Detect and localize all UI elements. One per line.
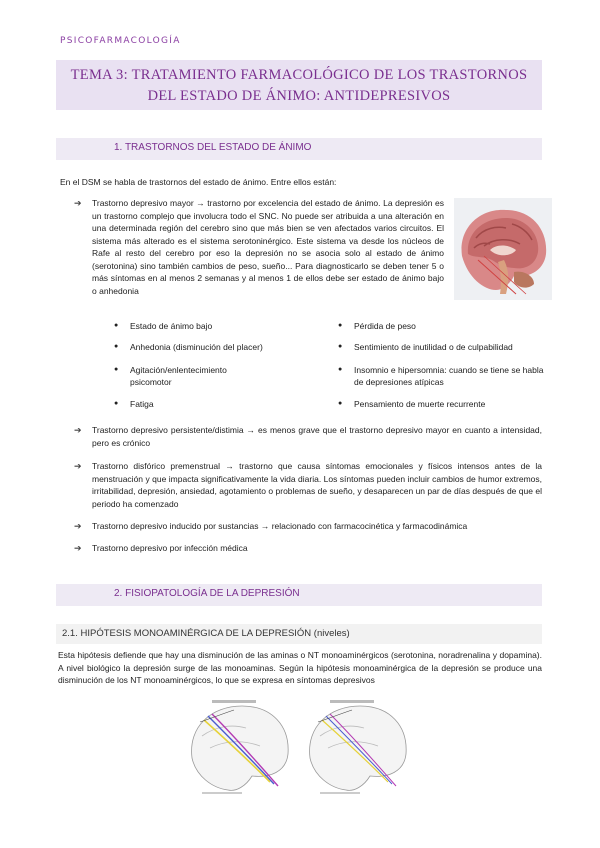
bullet-dot-icon: ●: [114, 366, 119, 373]
bullet-dot-icon: ●: [114, 400, 119, 407]
list-item-depresivo-mayor: Trastorno depresivo mayor → trastorno por excelencia del estado de ánimo. La depresión es un trastorno complejo que involucra todo el SNC. No puede ser atribuida a una alteración en una determinada región del cerebro sino que más bien se ven afectados varios circuitos. El sistema más alterado es el sistema serotoninérgico. Este sistema va desde los núcleos de Rafe al resto del cerebro por eso la depresión no se asocia solo al estado de ánimo (serotonina) sino también cambios de peso, sueño... Para diagnosticarlo se deben tener 5 o más síntomas en al menos 2 semanas y al menos 1 de ellos debe ser estado de ánimo bajo o anhedonia: [92, 198, 444, 296]
brain-pathway-figure-left: [182, 696, 296, 800]
symptom-left-1: Estado de ánimo bajo: [130, 321, 213, 331]
bullet-dot-icon: ●: [338, 343, 343, 350]
section-2-heading: 2. FISIOPATOLOGÍA DE LA DEPRESIÓN: [114, 588, 300, 599]
hypothesis-paragraph: Esta hipótesis defiende que hay una disminución de las aminas o NT monoaminérgicos (serotonina, noradrenalina y dopamina). A nivel biológico la depresión surge de las monoaminas. Según la hipótesis monoaminérgica de la depresión se produce una disminución de los NT monoaminérgicos, lo que se expresa en síntomas depresivos: [58, 650, 542, 685]
bullet-dot-icon: ●: [338, 400, 343, 407]
header-label: PSICOFARMACOLOGÍA: [60, 36, 181, 46]
section-1-intro: En el DSM se habla de trastornos del estado de ánimo. Entre ellos están:: [60, 177, 337, 187]
title-line-1: TEMA 3: TRATAMIENTO FARMACOLÓGICO DE LOS TRASTORNOS: [70, 67, 528, 83]
list-item-distimia: Trastorno depresivo persistente/distimia → es menos grave que el trastorno depresivo mayor en cuanto a intensidad, pero es crónico: [92, 425, 542, 448]
bullet-dot-icon: ●: [338, 322, 343, 329]
arrow-right-icon: ➔: [74, 521, 82, 531]
section-1-heading: 1. TRASTORNOS DEL ESTADO DE ÁNIMO: [114, 142, 312, 153]
symptom-right-2: Sentimiento de inutilidad o de culpabilidad: [354, 342, 513, 352]
section-2-heading-bar: [56, 584, 542, 606]
arrow-right-icon: ➔: [74, 461, 82, 471]
title-box: [56, 60, 542, 110]
bullet-dot-icon: ●: [114, 343, 119, 350]
symptom-left-3: Agitación/enlentecimiento psicomotor: [130, 365, 227, 387]
subsection-2-1-heading-bar: [56, 624, 542, 644]
bullet-dot-icon: ●: [114, 322, 119, 329]
list-item-infeccion: Trastorno depresivo por infección médica: [92, 543, 248, 553]
section-1-heading-bar: [56, 138, 542, 160]
list-item-sustancias: Trastorno depresivo inducido por sustancias → relacionado con farmacocinética y farmacodinámica: [92, 521, 468, 531]
title-line-2: DEL ESTADO DE ÁNIMO: ANTIDEPRESIVOS: [147, 88, 451, 104]
brain-image: [454, 198, 552, 300]
brain-pathway-figure-right: [300, 696, 414, 800]
arrow-right-icon: ➔: [74, 425, 82, 435]
arrow-right-icon: ➔: [74, 543, 82, 553]
list-item-disforico: Trastorno disfórico premenstrual → trastorno que causa síntomas emocionales y físicos intensos antes de la menstruación y que impacta significativamente la vida diaria. Los síntomas pueden incluir cambios de humor extremos, irritabilidad, depresión, ansiedad, agotamiento o problemas de sueño, y desaparecen un par de días después de que el periodo ha comenzado: [92, 461, 542, 509]
subsection-2-1-heading: 2.1. HIPÓTESIS MONOAMINÉRGICA DE LA DEPRESIÓN (niveles): [62, 628, 350, 639]
symptom-left-4: Fatiga: [130, 399, 154, 409]
arrow-right-icon: ➔: [74, 198, 82, 208]
symptom-right-4: Pensamiento de muerte recurrente: [354, 399, 486, 409]
symptom-right-3: Insomnio e hipersomnia: cuando se tiene se habla de depresiones atípicas: [354, 365, 544, 387]
bullet-dot-icon: ●: [338, 366, 343, 373]
symptom-right-1: Pérdida de peso: [354, 321, 416, 331]
symptom-left-2: Anhedonia (disminución del placer): [130, 342, 263, 352]
